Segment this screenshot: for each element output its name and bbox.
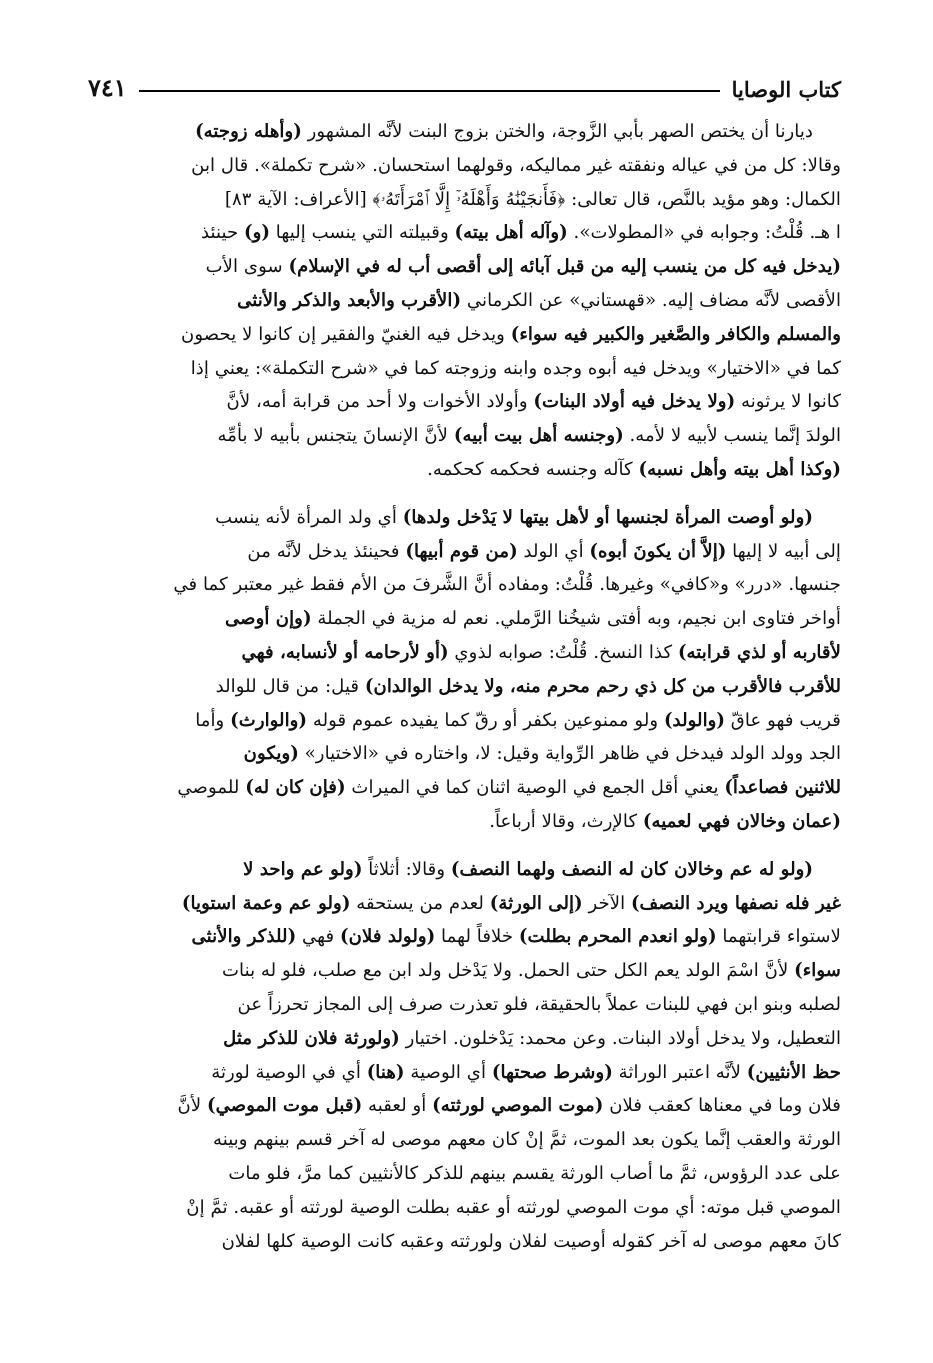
text-line	[86, 216, 841, 250]
commentary-text: وقالا: أثلاثاً	[362, 858, 451, 880]
matn-text: (ولو له عم وخالان كان له النصف ولهما النصف)	[450, 858, 813, 880]
commentary-text: كآله وجنسه فحكمه كحكمه.	[427, 458, 639, 480]
commentary-text: ويدخل فيه الغنيّ والفقير إن كانوا لا يحصون	[181, 323, 511, 345]
commentary-text: الأقصى لأنَّه مضاف إليه. «قهستاني» عن الكرماني	[461, 289, 841, 311]
commentary-text: فهي	[296, 926, 340, 948]
matn-text: (هنا)	[366, 1061, 405, 1083]
matn-text: (للذكر والأنثى	[191, 926, 297, 948]
text-line	[86, 250, 841, 284]
matn-text: (يدخل فيه كل من ينسب إليه من قبل آبائه إلى أقصى أب له في الإسلام)	[288, 256, 841, 278]
matn-text: (الأقرب والأبعد والذكر والأنثى	[237, 289, 462, 311]
matn-text: (من قوم أبيها)	[405, 540, 518, 562]
matn-text: سواء)	[794, 960, 841, 982]
commentary-text: حينئذ	[200, 222, 245, 244]
commentary-text: كذا النسخ. قُلْتُ: صوابه لذوي	[448, 641, 678, 663]
commentary-text: كما في «الاختيار» ويدخل فيه أبوه وجده وابنه وزوجته كما في «شرح التكملة»: يعني إذا	[190, 357, 841, 379]
matn-text: (ولو عم واحد لا	[243, 858, 363, 880]
matn-text: (ولو أوصت المرأة لجنسها أو لأهل بيتها لا يَدْخل ولدها)	[402, 506, 813, 528]
matn-text: (عمان وخالان فهي لعميه)	[642, 810, 841, 832]
text-line	[86, 737, 841, 771]
commentary-text: إلى أبيه لا إليها	[726, 540, 841, 562]
text-line	[86, 805, 841, 839]
text-line	[86, 1157, 841, 1191]
matn-text: (فإن كان له)	[245, 777, 346, 799]
commentary-text: فحينئذ يدخل لأنَّه من	[247, 540, 406, 562]
commentary-text: الآخر	[582, 892, 631, 914]
commentary-text: لعدم من يستحقه	[350, 892, 490, 914]
commentary-text: أي الولد	[517, 540, 590, 562]
text-line	[86, 183, 841, 217]
commentary-text: لأنَّ	[177, 1095, 207, 1117]
commentary-text: كانَ معهم موصى له آخر كقوله أوصيت لفلان ولورثته وعقبه كانت الوصية كلها لفلان	[221, 1230, 841, 1252]
commentary-text: لأنَّ الإنسانَ يتجنس بأبيه لا بأمِّه	[217, 425, 454, 447]
text-line	[86, 670, 841, 704]
text-line	[86, 453, 841, 487]
matn-text: (ولو عم وعمة استويا)	[181, 892, 351, 914]
matn-text: للاثنين فصاعداً)	[724, 777, 841, 799]
commentary-text: على عدد الرؤوس، ثمَّ ما أصاب الورثة يقسم بينهم للذكر كالأنثيين كما مرَّ، فلو مات	[228, 1162, 841, 1184]
text-line	[86, 1123, 841, 1157]
commentary-text: لاستواء قرابتهما	[716, 926, 841, 948]
commentary-text: أي في الوصية لورثة	[211, 1061, 367, 1083]
text-line	[86, 853, 841, 887]
text-line	[86, 352, 841, 386]
commentary-text: لصلبه وبنو ابن فهي للبنات عملاً بالحقيقة، فلو تعذرت صرف إلى المجاز تحرزاً عن	[237, 993, 841, 1015]
commentary-text: لأنَّ اسْمَ الولد يعم الكل حتى الحمل. ولا يَدْخل ولد ابن مع صلب، فلو له بنات	[221, 960, 795, 982]
commentary-text: كانوا لا يرثونه	[735, 391, 841, 413]
matn-text: (والوارث)	[230, 709, 308, 731]
commentary-text: وأما	[195, 709, 231, 731]
body-text	[86, 115, 841, 1349]
text-line	[86, 1089, 841, 1123]
text-line	[86, 602, 841, 636]
paragraph	[86, 501, 841, 839]
text-line	[86, 1191, 841, 1225]
matn-text: (والولد)	[663, 709, 726, 731]
matn-text: (وشرط صحتها)	[491, 1061, 613, 1083]
commentary-text: وأولاد الأخوات ولا أحد من قرابة أمه، لأنَّ	[226, 391, 534, 413]
text-line	[86, 385, 841, 419]
matn-text: (ولورثة فلان للذكر مثل	[223, 1027, 400, 1049]
matn-text: (وجنسه أهل بيت أبيه)	[453, 425, 624, 447]
commentary-text: لأنَّه اعتبر الوراثة	[612, 1061, 747, 1083]
header-rule	[139, 90, 720, 92]
commentary-text: الورثة والعقب إنَّما يكون بعد الموت، ثمَّ إنْ كان معهم موصى له آخر قسم بينهم وبينه	[212, 1129, 841, 1151]
commentary-text: كالإرث، وقالا أرباعاً.	[489, 810, 643, 832]
matn-text: للأقرب فالأقرب من كل ذي رحم محرم منه، ولا يدخل الوالدان)	[364, 675, 841, 697]
commentary-text: ولو ممنوعين بكفر أو رقّ كما يفيده عموم قوله	[307, 709, 664, 731]
text-line	[86, 318, 841, 352]
matn-text: لأقاربه أو لذي قرابته)	[677, 641, 841, 663]
paragraph	[86, 115, 841, 487]
text-line	[86, 568, 841, 602]
commentary-text: ديارنا أن يختص الصهر بأبي الزَّوجة، والختن بزوج البنت لأنَّه المشهور	[301, 121, 813, 142]
matn-text: (ويكون	[243, 743, 299, 765]
text-line	[86, 284, 841, 318]
page-header	[88, 62, 841, 102]
text-line	[86, 954, 841, 988]
commentary-text: خلافاً لهما	[435, 926, 519, 948]
text-line	[86, 1225, 841, 1259]
text-line	[86, 1056, 841, 1090]
matn-text: (إلاَّ أن يكونَ أبوه)	[589, 540, 727, 562]
text-line	[86, 535, 841, 569]
matn-text: (ولولد فلان)	[340, 926, 436, 948]
commentary-text: الموصي قبل موته: أي موت الموصي لورثته أو عقبه بطلت الوصية لورثته أو عقبه. ثمَّ إنْ	[186, 1196, 841, 1218]
commentary-text: قريب فهو عاقّ	[725, 709, 841, 731]
matn-text: (وكذا أهل بيته وأهل نسبه)	[638, 458, 841, 480]
matn-text: (أو لأرحامه أو لأنسابه، فهي	[241, 641, 449, 663]
matn-text: (قبل موت الموصي)	[207, 1095, 363, 1117]
matn-text: (وأهله زوجته)	[195, 121, 302, 142]
commentary-text: ا هـ. قُلْتُ: وجوابه في «المطولات».	[567, 222, 841, 244]
commentary-text: الكمال: وهو مؤيد بالنَّص، قال تعالى: ﴿فَأَنجَيْنَٰهُ وَأَهْلَهُۥٓ إِلَّا ٱمْرَأَتَهُۥ﴾ [الأعراف: الآية ٨٣]	[224, 188, 841, 210]
commentary-text: أواخر فتاوى ابن نجيم، وبه أفتى شيخُنا الرَّملي. نعم له مزية في الجملة	[311, 608, 841, 630]
text-line	[86, 1022, 841, 1056]
page-number: ٧٤١	[88, 73, 127, 102]
matn-text: (موت الموصي لورثته)	[432, 1095, 604, 1117]
text-line	[86, 704, 841, 738]
commentary-text: أي الوصية	[404, 1061, 492, 1083]
text-line	[86, 501, 841, 535]
text-line	[86, 920, 841, 954]
text-line	[86, 149, 841, 183]
commentary-text: التعطيل، ولا يدخل أولاد البنات. وعن محمد: يَدْخلون. اختيار	[399, 1027, 841, 1049]
commentary-text: الولدَ إنَّما ينسب لأبيه لا لأمه.	[623, 425, 841, 447]
text-line	[86, 771, 841, 805]
commentary-text: فلان وما في معناها كعقب فلان	[603, 1095, 841, 1117]
text-line	[86, 115, 841, 149]
text-line	[86, 887, 841, 921]
matn-text: حظ الأنثيين)	[746, 1061, 841, 1083]
matn-text: (وإن أوصى	[225, 608, 312, 630]
text-line	[86, 636, 841, 670]
matn-text: (إلى الورثة)	[489, 892, 583, 914]
matn-text: (ولا يدخل فيه أولاد البنات)	[533, 391, 736, 413]
commentary-text: الجد وولد الولد فيدخل في ظاهر الرِّواية وقيل: لا، واختاره في «الاختيار»	[298, 743, 841, 765]
running-title: كتاب الوصايا	[731, 77, 841, 102]
matn-text: والمسلم والكافر والصَّغير والكبير فيه سواء)	[510, 323, 841, 345]
commentary-text: سوى الأب	[205, 256, 289, 278]
commentary-text: وقبيلته التي ينسب إليها	[270, 222, 455, 244]
matn-text: غير فله نصفها ويرد النصف)	[630, 892, 841, 914]
commentary-text: قيل: من قال للوالد	[215, 675, 365, 697]
paragraph	[86, 853, 841, 1259]
commentary-text: أي ولد المرأة لأنه ينسب	[215, 506, 403, 528]
commentary-text: جنسها. «درر» و«كافي» وغيرها. قُلْتُ: ومفاده أنَّ الشَّرفَ من الأم فقط غير معتبر كما في	[173, 574, 841, 596]
text-line	[86, 988, 841, 1022]
commentary-text: وقالا: كل من في عياله ونفقته غير مماليكه، وقولهما استحسان. «شرح تكملة». قال ابن	[191, 154, 841, 176]
matn-text: (ولو انعدم المحرم بطلت)	[518, 926, 717, 948]
commentary-text: أو لعقبه	[362, 1095, 433, 1117]
commentary-text: للموصي	[177, 777, 246, 799]
matn-text: (وآله أهل بيته)	[454, 222, 568, 244]
commentary-text: يعني أقل الجمع في الوصية اثنان كما في الميراث	[345, 777, 725, 799]
matn-text: (و)	[244, 222, 271, 244]
text-line	[86, 419, 841, 453]
